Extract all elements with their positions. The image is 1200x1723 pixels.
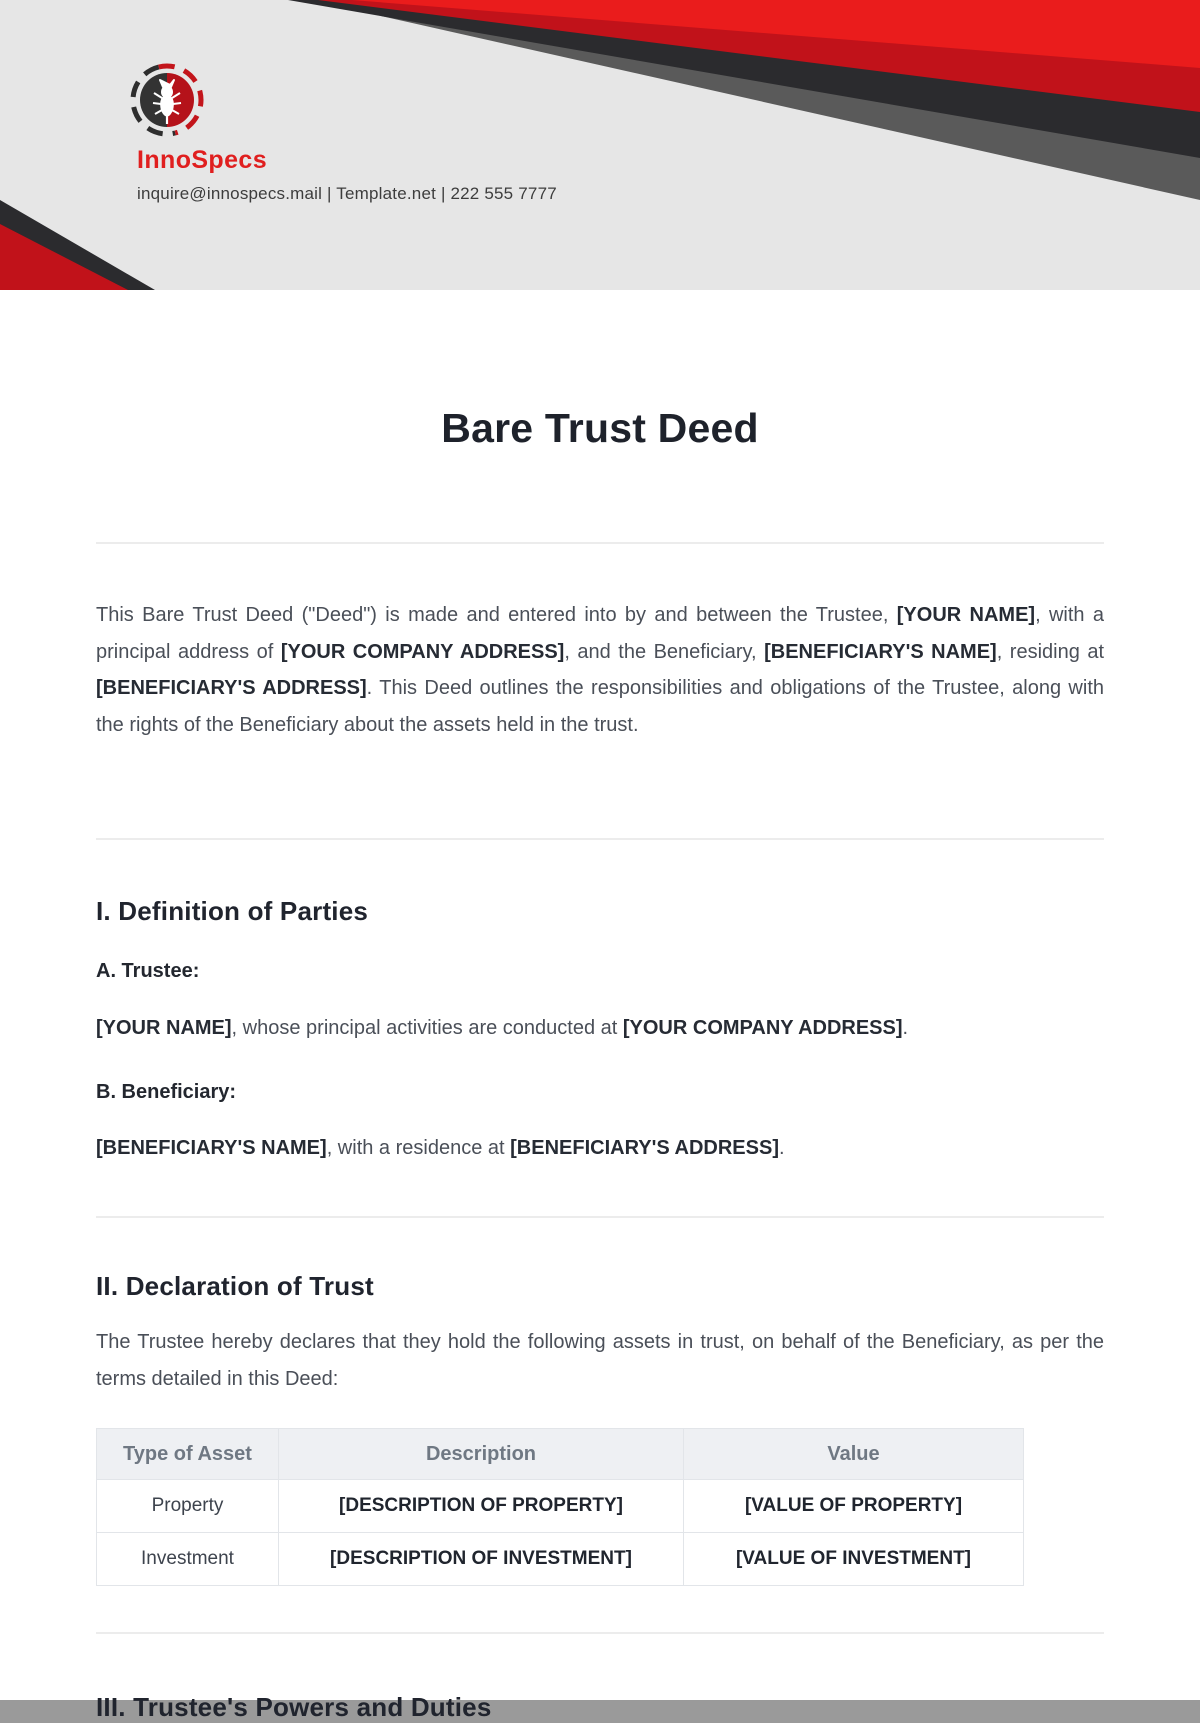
assets-table: [96, 1428, 1024, 1586]
cell-asset-type: Property: [97, 1480, 279, 1533]
section-heading-declaration-of-trust: II. Declaration of Trust: [96, 1271, 374, 1301]
cell-asset-type: Investment: [97, 1533, 279, 1586]
divider-below-title: [96, 542, 1104, 544]
bottom-left-corner-decoration: [0, 198, 160, 290]
divider-below-table: [96, 1632, 1104, 1634]
table-row-property: [97, 1480, 1024, 1533]
brand-name: InnoSpecs: [137, 146, 268, 174]
divider-below-section1: [96, 1216, 1104, 1218]
trustee-paragraph: [YOUR NAME], whose principal activities are conducted at [YOUR COMPANY ADDRESS].: [96, 1017, 909, 1039]
cell-value: [VALUE OF INVESTMENT]: [684, 1533, 1024, 1586]
contact-line: inquire@innospecs.mail | Template.net | 222 555 7777: [137, 184, 557, 203]
subsection-label-beneficiary: B. Beneficiary:: [96, 1081, 237, 1103]
section-heading-definition-of-parties: I. Definition of Parties: [96, 896, 369, 926]
divider-below-intro: [96, 838, 1104, 840]
company-logo: [125, 58, 209, 142]
letterhead-header: [0, 0, 1200, 290]
column-header-value: Value: [684, 1429, 1024, 1480]
column-header-type-of-asset: Type of Asset: [97, 1429, 279, 1480]
page-title: Bare Trust Deed: [441, 405, 759, 451]
intro-paragraph: This Bare Trust Deed ("Deed") is made and entered into by and between the Trustee, [YOUR NAME], with a principal address of [YOUR COMPANY ADDRESS], and the Beneficiary, [BENEFICIARY'S NAME], residing at [BENEFICIARY'S ADDRESS]. This Deed outlines the responsibilities and obligations of the Trustee, along with the rights of the Beneficiary about the assets held in the trust.: [96, 604, 1105, 736]
beneficiary-paragraph: [BENEFICIARY'S NAME], with a residence at [BENEFICIARY'S ADDRESS].: [96, 1137, 785, 1159]
cell-value: [VALUE OF PROPERTY]: [684, 1480, 1024, 1533]
declaration-lead-paragraph: The Trustee hereby declares that they hold the following assets in trust, on behalf of the Beneficiary, as per the terms detailed in this Deed:: [96, 1331, 1104, 1390]
column-header-description: Description: [279, 1429, 684, 1480]
cell-description: [DESCRIPTION OF PROPERTY]: [279, 1480, 684, 1533]
assets-table-header-row: [97, 1429, 1024, 1480]
section-heading-trustees-powers-and-duties: III. Trustee's Powers and Duties: [96, 1692, 492, 1722]
table-row-investment: [97, 1533, 1024, 1586]
bug-icon: [125, 58, 209, 142]
cell-description: [DESCRIPTION OF INVESTMENT]: [279, 1533, 684, 1586]
subsection-label-trustee: A. Trustee:: [96, 960, 200, 982]
